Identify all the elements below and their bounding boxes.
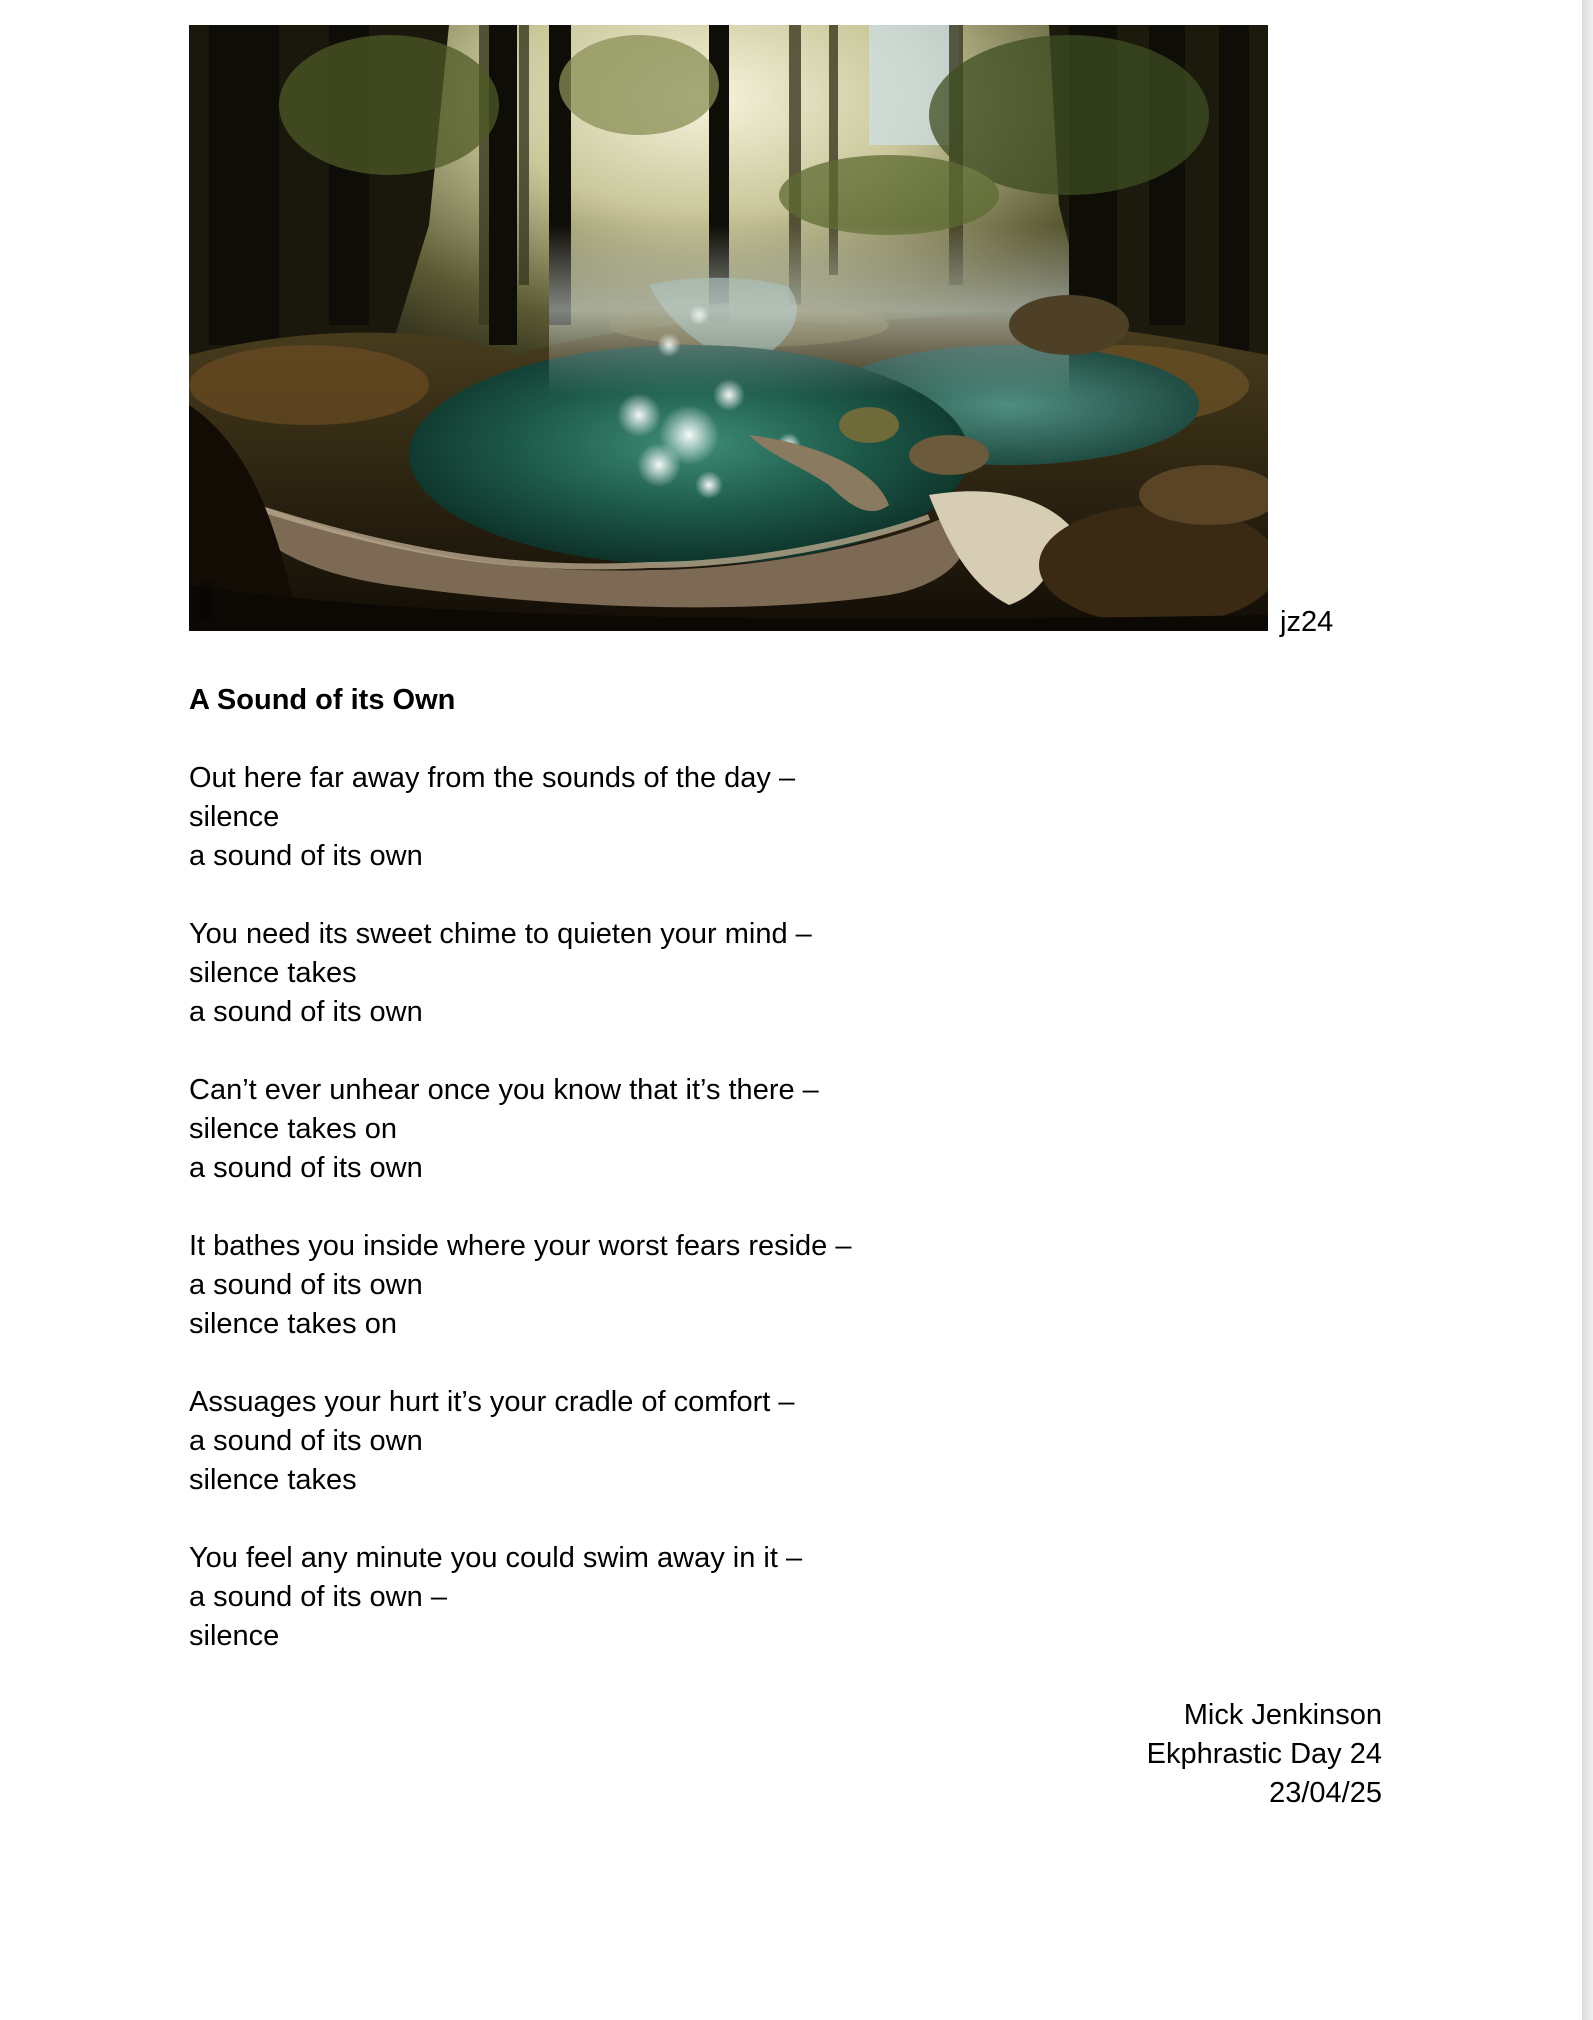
project-label: Ekphrastic Day 24 [1146,1738,1382,1770]
stanza-1 [189,759,1089,876]
author-name: Mick Jenkinson [1183,1699,1382,1731]
date-label: 23/04/25 [1269,1777,1382,1809]
image-credit: jz24 [1280,606,1334,638]
poem-line: Assuages your hurt it’s your cradle of comfort – [189,1386,795,1418]
poem-line: a sound of its own [189,1152,423,1184]
poem-line: a sound of its own [189,996,423,1028]
poem-line: a sound of its own [189,1269,423,1301]
poem-line: silence takes on [189,1308,397,1340]
poem-line: a sound of its own [189,1425,423,1457]
poem-line: silence [189,1620,280,1652]
poem-line: silence [189,801,280,833]
stanza-2 [189,915,1089,1032]
poem [189,681,1089,1695]
poem-line: You need its sweet chime to quieten your mind – [189,918,812,950]
stanza-3 [189,1071,1089,1188]
poem-line: It bathes you inside where your worst fears reside – [189,1230,852,1262]
poem-line: a sound of its own – [189,1581,447,1613]
poem-line: Can’t ever unhear once you know that it’s there – [189,1074,819,1106]
poem-line: Out here far away from the sounds of the day – [189,762,796,794]
poem-line: a sound of its own [189,840,423,872]
stanza-4 [189,1227,1089,1344]
page-edge-shadow [1582,0,1593,2020]
forest-pool-illustration [189,25,1268,631]
forest-pool-image [189,25,1268,631]
poem-title: A Sound of its Own [189,684,456,716]
stanza-5 [189,1383,1089,1500]
signature-block [1147,1696,1382,1813]
poem-line: silence takes [189,957,357,989]
poem-line: You feel any minute you could swim away in it – [189,1542,803,1574]
poem-line: silence takes [189,1464,357,1496]
poem-line: silence takes on [189,1113,397,1145]
stanza-6 [189,1539,1089,1656]
